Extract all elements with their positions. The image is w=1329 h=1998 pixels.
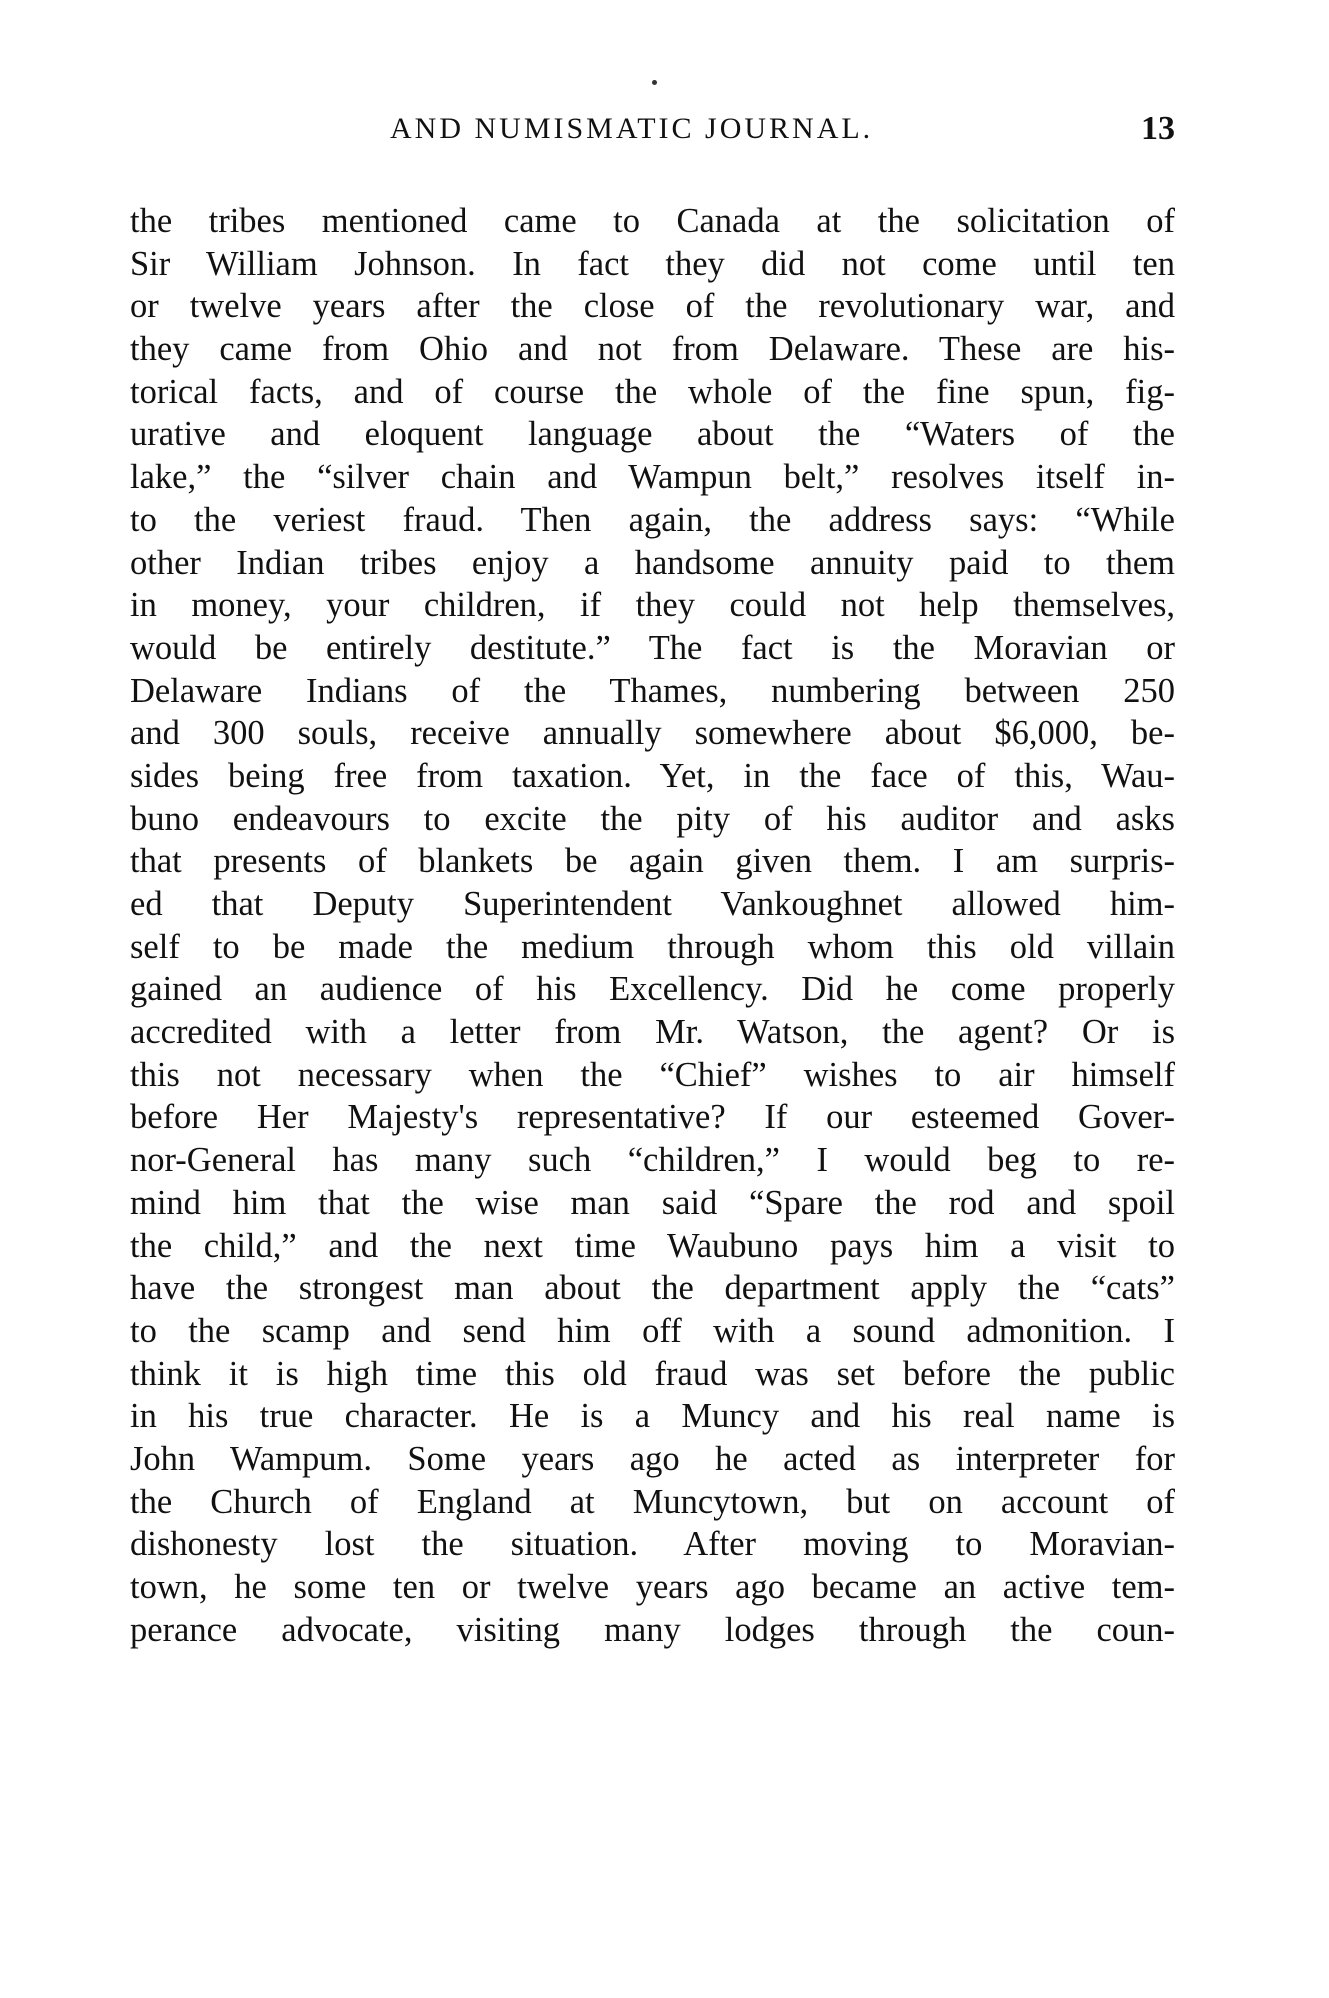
text-line: would be entirely destitute.” The fact is the Moravian or xyxy=(130,628,1175,667)
running-head xyxy=(130,112,1175,152)
text-line: or twelve years after the close of the revolutionary war, and xyxy=(130,287,1175,326)
text-line: before Her Majesty's representative? If our esteemed Gover- xyxy=(130,1098,1175,1137)
text-line: buno endeavours to excite the pity of his auditor and asks xyxy=(130,799,1175,838)
text-line: nor-General has many such “children,” I would beg to re- xyxy=(130,1141,1175,1180)
text-line: accredited with a letter from Mr. Watson, the agent? Or is xyxy=(130,1013,1175,1052)
text-line: ed that Deputy Superintendent Vankoughnet allowed him- xyxy=(130,885,1175,923)
text-line: self to be made the medium through whom this old villain xyxy=(130,927,1175,966)
text-line: lake,” the “silver chain and Wampun belt,” resolves itself in- xyxy=(130,458,1175,497)
text-line: and 300 souls, receive annually somewhere about $6,000, be- xyxy=(130,714,1175,753)
text-line: in money, your children, if they could not help themselves, xyxy=(130,586,1175,625)
text-line: the child,” and the next time Waubuno pays him a visit to xyxy=(130,1226,1175,1265)
text-line: Sir William Johnson. In fact they did not come until ten xyxy=(130,244,1175,283)
running-title: AND NUMISMATIC JOURNAL. xyxy=(390,112,874,145)
text-line: torical facts, and of course the whole of the fine spun, fig- xyxy=(130,372,1175,411)
page-number: 13 xyxy=(1141,110,1175,147)
text-line: this not necessary when the “Chief” wishes to air himself xyxy=(130,1055,1175,1094)
print-speck xyxy=(652,80,657,85)
text-line: mind him that the wise man said “Spare the rod and spoil xyxy=(130,1183,1175,1222)
text-line: Delaware Indians of the Thames, numbering between 250 xyxy=(130,671,1175,710)
body-text xyxy=(130,200,1175,1651)
text-line: sides being free from taxation. Yet, in the face of this, Wau- xyxy=(130,756,1175,795)
text-line: to the scamp and send him off with a sound admonition. I xyxy=(130,1311,1175,1350)
text-line: the tribes mentioned came to Canada at the solicitation of xyxy=(130,202,1175,240)
text-line: gained an audience of his Excellency. Did he come properly xyxy=(130,970,1175,1009)
text-line: urative and eloquent language about the “Waters of the xyxy=(130,415,1175,454)
text-line: other Indian tribes enjoy a handsome annuity paid to them xyxy=(130,543,1175,582)
text-line: that presents of blankets be again given them. I am surpris- xyxy=(130,842,1175,881)
text-line: the Church of England at Muncytown, but on account of xyxy=(130,1482,1175,1521)
text-line: perance advocate, visiting many lodges through the coun- xyxy=(130,1610,1175,1649)
text-line: to the veriest fraud. Then again, the address says: “While xyxy=(130,500,1175,539)
text-line: think it is high time this old fraud was set before the public xyxy=(130,1354,1175,1393)
text-line: town, he some ten or twelve years ago became an active tem- xyxy=(130,1568,1175,1606)
text-line: they came from Ohio and not from Delaware. These are his- xyxy=(130,330,1175,369)
text-line: John Wampum. Some years ago he acted as interpreter for xyxy=(130,1439,1175,1478)
text-line: in his true character. He is a Muncy and his real name is xyxy=(130,1397,1175,1436)
text-line: dishonesty lost the situation. After moving to Moravian- xyxy=(130,1525,1175,1564)
text-line: have the strongest man about the department apply the “cats” xyxy=(130,1269,1175,1308)
